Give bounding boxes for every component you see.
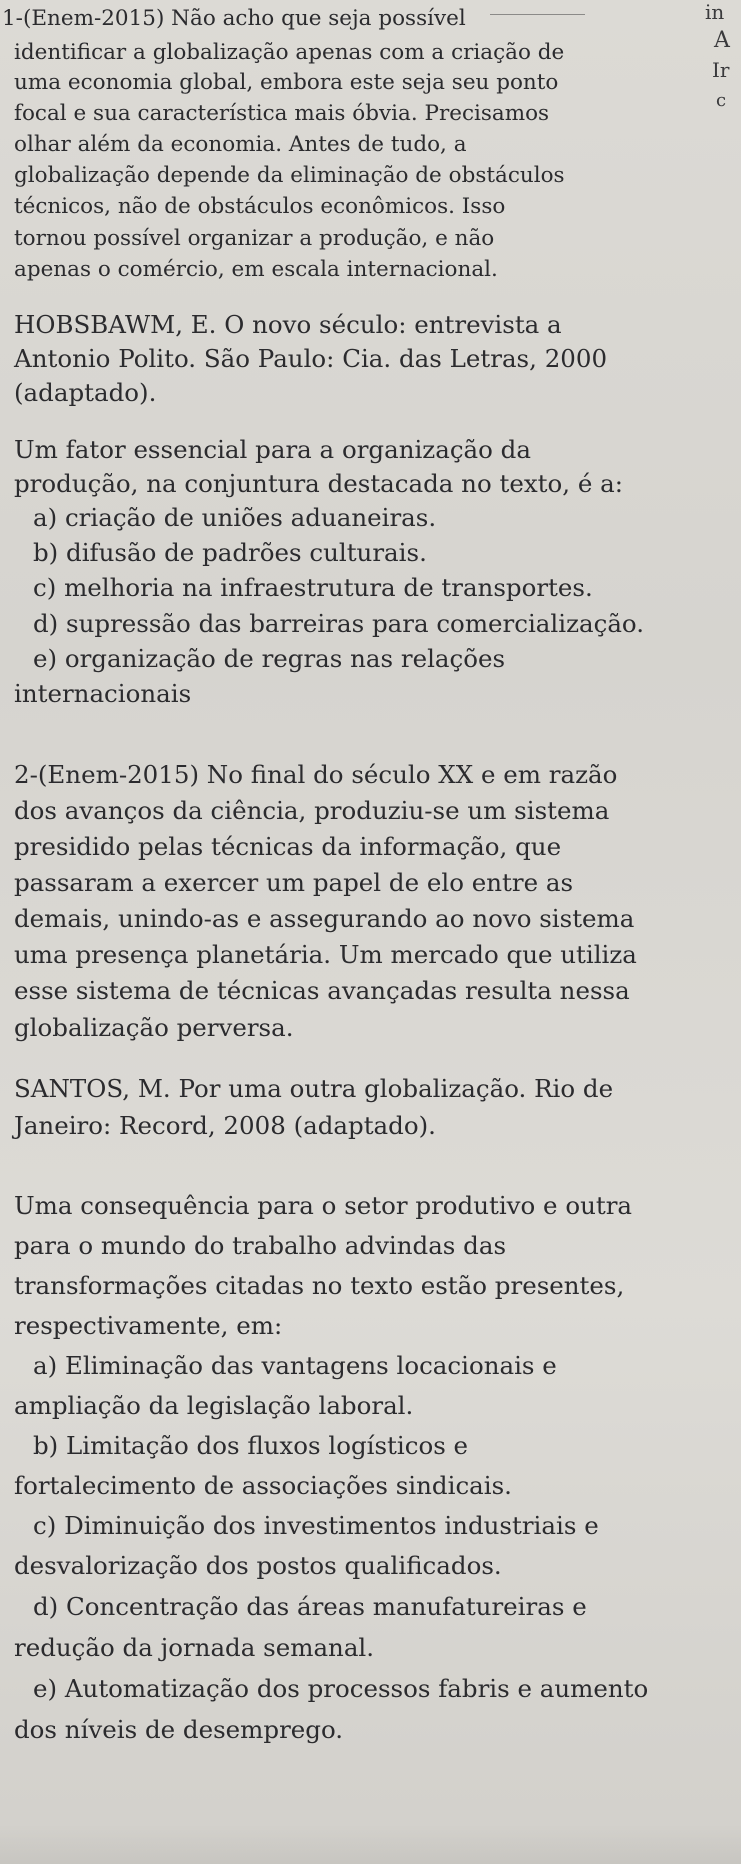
q1-source-line: Antonio Polito. São Paulo: Cia. das Letras, 2000 [14, 344, 608, 373]
q2-option-e[interactable]: e) Automatização dos processos fabris e aumento [33, 1674, 649, 1703]
q2-passage-line: dos avanços da ciência, produziu-se um sistema [14, 796, 610, 825]
q2-passage-line: demais, unindo-as e assegurando ao novo sistema [14, 904, 635, 933]
q1-question-line: produção, na conjuntura destacada no texto, é a: [14, 469, 623, 498]
q2-passage-line: 2-(Enem-2015) No final do século XX e em razão [14, 760, 618, 789]
page-shadow [0, 1824, 741, 1864]
q2-passage-line: presidido pelas técnicas da informação, que [14, 832, 562, 861]
q2-question-line: transformações citadas no texto estão presentes, [14, 1271, 625, 1300]
q2-option-d-continuation: redução da jornada semanal. [14, 1633, 375, 1662]
q1-passage-line: 1-(Enem-2015) Não acho que seja possível [2, 6, 466, 31]
q1-option-c[interactable]: c) melhoria na infraestrutura de transportes. [33, 573, 593, 602]
q2-passage-line: globalização perversa. [14, 1013, 294, 1042]
q2-question-line: para o mundo do trabalho advindas das [14, 1231, 507, 1260]
q1-option-d[interactable]: d) supressão das barreiras para comercialização. [33, 609, 645, 638]
q2-option-c[interactable]: c) Diminuição dos investimentos industriais e [33, 1511, 599, 1540]
edge-fragment: in [705, 0, 725, 24]
q2-passage-line: uma presença planetária. Um mercado que utiliza [14, 940, 637, 969]
q2-source-line: SANTOS, M. Por uma outra globalização. Rio de [14, 1074, 614, 1103]
q2-passage-line: esse sistema de técnicas avançadas resulta nessa [14, 976, 630, 1005]
q2-question-line: respectivamente, em: [14, 1311, 283, 1340]
q2-option-a[interactable]: a) Eliminação das vantagens locacionais e [33, 1351, 557, 1380]
q2-passage-line: passaram a exercer um papel de elo entre as [14, 868, 574, 897]
edge-fragment: Ir [712, 58, 730, 82]
q2-option-b[interactable]: b) Limitação dos fluxos logísticos e [33, 1431, 469, 1460]
q2-question-line: Uma consequência para o setor produtivo e outra [14, 1191, 633, 1220]
q1-option-e-continuation: internacionais [14, 679, 192, 708]
q1-option-e[interactable]: e) organização de regras nas relações [33, 644, 506, 673]
q1-source-line: HOBSBAWM, E. O novo século: entrevista a [14, 310, 562, 339]
q1-passage-line: uma economia global, embora este seja seu ponto [14, 70, 559, 95]
q1-passage-line: focal e sua característica mais óbvia. Precisamos [14, 101, 550, 126]
q1-passage-line: tornou possível organizar a produção, e não [14, 226, 495, 251]
edge-fragment: c [716, 90, 727, 111]
q1-question-line: Um fator essencial para a organização da [14, 435, 531, 464]
edge-fragment: A [714, 28, 730, 53]
q2-option-d[interactable]: d) Concentração das áreas manufatureiras e [33, 1592, 587, 1621]
q2-source-line: Janeiro: Record, 2008 (adaptado). [14, 1111, 436, 1140]
q1-passage-line: técnicos, não de obstáculos econômicos. Isso [14, 194, 506, 219]
q1-passage-line: identificar a globalização apenas com a criação de [14, 40, 565, 65]
q2-option-b-continuation: fortalecimento de associações sindicais. [14, 1471, 512, 1500]
q2-option-c-continuation: desvalorização dos postos qualificados. [14, 1551, 502, 1580]
q1-source-line: (adaptado). [14, 378, 157, 407]
q1-passage-line: olhar além da economia. Antes de tudo, a [14, 132, 467, 157]
top-rule [490, 14, 585, 15]
q1-option-b[interactable]: b) difusão de padrões culturais. [33, 538, 427, 567]
q1-passage-line: globalização depende da eliminação de obstáculos [14, 163, 565, 188]
q1-option-a[interactable]: a) criação de uniões aduaneiras. [33, 503, 437, 532]
q2-option-a-continuation: ampliação da legislação laboral. [14, 1391, 414, 1420]
q2-option-e-continuation: dos níveis de desemprego. [14, 1715, 344, 1744]
q1-passage-line: apenas o comércio, em escala internacional. [14, 257, 498, 282]
